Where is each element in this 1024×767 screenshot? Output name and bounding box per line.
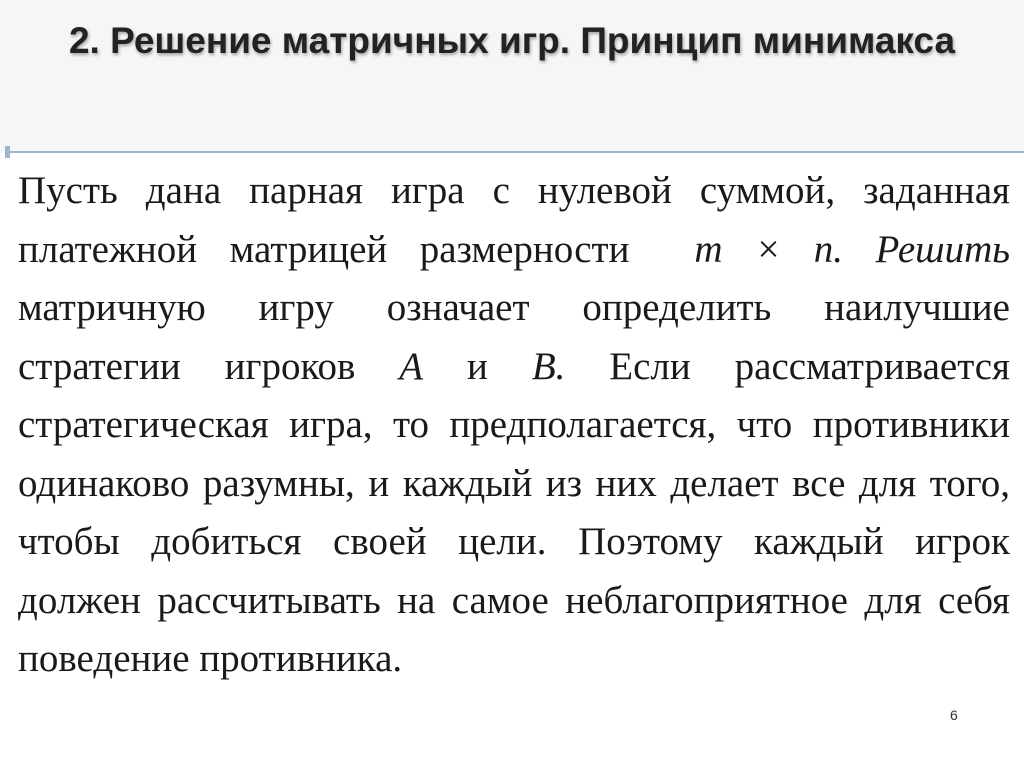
italic-solve: Решить [875, 227, 1011, 271]
body-part-3: Если рассматривается стратегическая игра, то предполагается, что противники одинаково разумны, и каждый из них делает все для того, чтобы добиться своей цели. Поэтому каждый игрок должен рассчитывать на самое неблагоприятное для себя поведение противника. [18, 344, 1010, 680]
player-a: A [399, 344, 424, 388]
conjunction: и [467, 344, 488, 388]
body-part-2: матричную игру означает определить наилучшие стратегии игроков [18, 286, 1010, 388]
title-divider [8, 151, 1024, 153]
slide-body [18, 162, 1010, 689]
body-part-1: Пусть дана парная игра с нулевой суммой, заданная платежной матрицей размерности [18, 169, 1010, 271]
player-b: B. [531, 344, 566, 388]
slide-title: 2. Решение матричных игр. Принцип минимакса [68, 20, 956, 61]
divider-cap [5, 146, 10, 158]
page-number: 6 [950, 707, 958, 723]
matrix-dimension: m × n. [694, 227, 843, 271]
